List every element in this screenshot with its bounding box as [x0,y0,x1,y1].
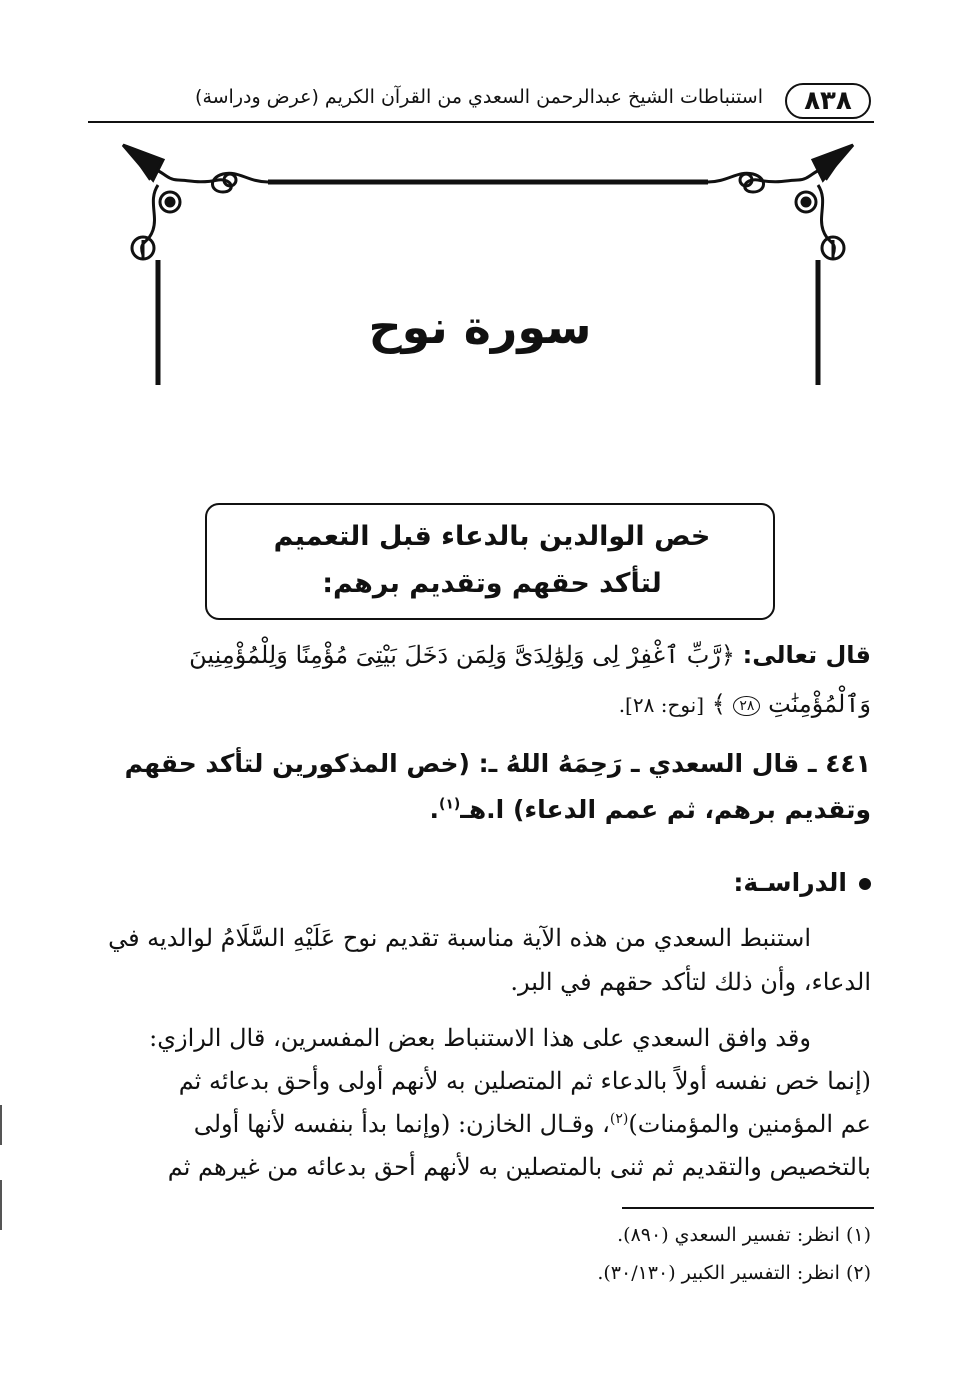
footnote-1-marker: (١) [845,1224,871,1246]
study-p2-line-3 [91,1110,871,1138]
quote-text-2-end: . [429,795,439,824]
header-rule [88,121,874,123]
quote-text-2: وتقديم برهم، ثم عمم الدعاء) ا.هـ [460,795,871,824]
footnote-1 [371,1224,871,1246]
ayah-number-marker [733,696,760,716]
page-number-badge [785,83,871,119]
verse-text-1: ﴿رَّبِّ ٱغْفِرْ لِى وَلِوَٰلِدَىَّ وَلِمَن دَخَلَ بَيْتِىَ مُؤْمِنًا وَلِلْمُؤْمِنِينَ [189,641,735,669]
heading-line-2: لتأكد حقهم وتقديم برهم: [322,568,662,599]
study-p1-line-1: استنبط السعدي من هذه الآية مناسبة تقديم نوح عَلَيْهِ السَّلَامُ لوالديه في [108,924,811,952]
heading-line-1: خص الوالدين بالدعاء قبل التعميم [273,521,711,552]
page-number: ٨٣٨ [804,86,852,116]
study-label: الدراسـة: [733,868,847,897]
study-p2-line-1: وقد وافق السعدي على هذا الاستنباط بعض المفسرين، قال الرازي: [149,1024,811,1052]
study-p2-line-4: بالتخصيص والتقديم ثم ثنى بالمتصلين به لأنهم أحق بدعائه من غيرهم ثم [167,1153,871,1181]
footnote-ref-2: (٢) [609,1111,629,1127]
footnote-ref-1: (١) [438,796,461,813]
footnote-2 [371,1262,871,1284]
verse-line-2 [91,690,871,718]
footnote-1-text: انظر: تفسير السعدي (٨٩٠). [617,1224,840,1246]
verse-intro: قال تعالى: [742,641,871,669]
study-p2-line-3-a: عم المؤمنين والمؤمنات) [628,1110,871,1138]
verse-line-1 [91,641,871,669]
footnote-rule [622,1207,874,1209]
study-p1-line-2: الدعاء، وأن ذلك لتأكد حقهم في البر. [510,968,871,996]
section-heading-box [205,503,775,620]
study-heading [91,868,871,897]
surah-title: سورة نوح [368,300,592,354]
bullet-icon [859,878,871,890]
verse-reference: [نوح: ٢٨]. [618,693,705,717]
scan-margin-mark [0,1105,2,1145]
footnote-2-text: انظر: التفسير الكبير (٣٠/١٣٠). [597,1262,840,1284]
verse-text-2: وَٱلْمُؤْمِنَٰتِ [768,690,871,718]
quote-line-2 [91,795,871,824]
study-p2-line-2: (إنما خص نفسه أولاً بالدعاء ثم المتصلين به لأنهم أولى وأحق بدعائه ثم [178,1067,871,1095]
running-title: استنباطات الشيخ عبدالرحمن السعدي من القرآن الكريم (عرض ودراسة) [195,86,763,108]
ayah-number: ٢٨ [739,697,755,714]
scan-margin-mark [0,1180,2,1230]
footnote-2-marker: (٢) [845,1262,871,1284]
verse-close-bracket: ﴾ [711,690,726,718]
quote-line-1: ٤٤١ ـ قال السعدي ـ رَحِمَهُ اللهُ ـ: (خص المذكورين لتأكد حقهم [124,749,871,778]
study-p2-line-3-b: ، وقـال الخازن: (وإنما بدأ بنفسه لأنها أولى [193,1110,610,1138]
